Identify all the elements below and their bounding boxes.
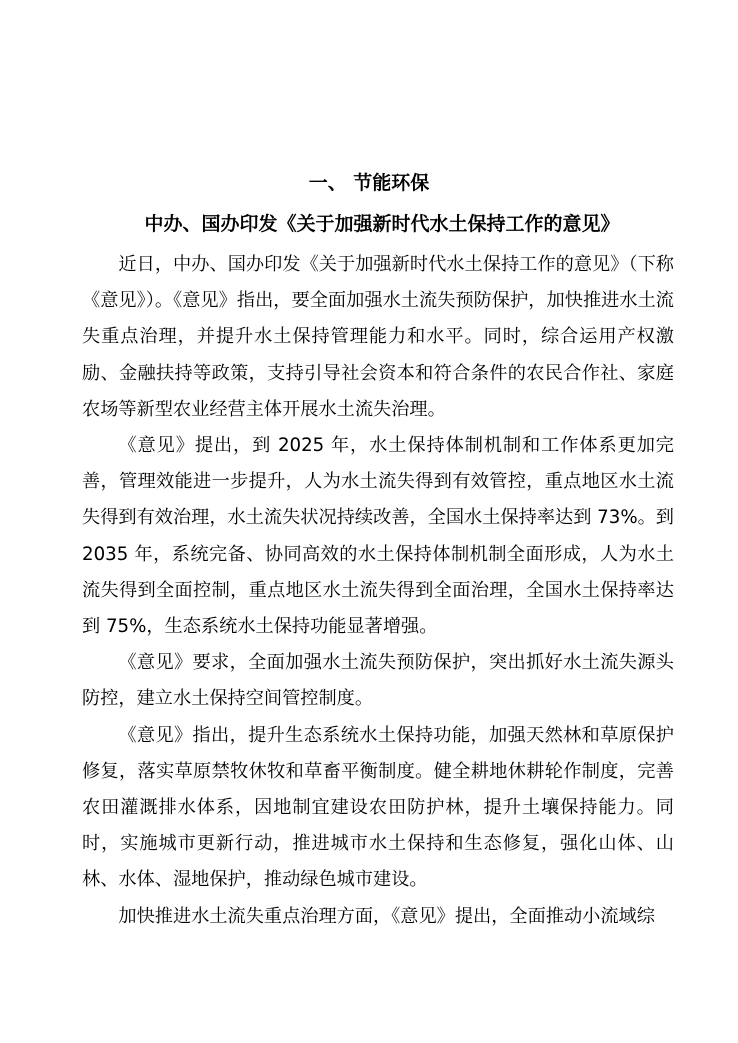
paragraph-2: 《意见》提出，到 2025 年，水土保持体制机制和工作体系更加完善，管理效能进一步提升，人为水土流失得到有效管控，重点地区水土流失得到有效治理，水土流失状况持续改善，全国水土保持率达到 73%。到 2035 年，系统完备、协同高效的水土保持体制机制全面形成，人为水土流失得到全面控制，重点地区水土流失得到全面治理，全国水土保持率达到 75%，生态系统水土保持功能显著增强。 [82, 435, 674, 638]
paragraph-5: 加快推进水土流失重点治理方面，《意见》提出，全面推动小流域综 [118, 905, 655, 927]
article-title: 中办、国办印发《关于加强新时代水土保持工作的意见》 [144, 213, 620, 235]
paragraph-1: 近日，中办、国办印发《关于加强新时代水土保持工作的意见》（下称《意见》）。《意见》指出，要全面加强水土流失预防保护，加快推进水土流失重点治理，并提升水土保持管理能力和水平。同时，综合运用产权激励、金融扶持等政策，支持引导社会资本和符合条件的农民合作社、家庭农场等新型农业经营主体开展水土流失治理。 [82, 254, 674, 420]
paragraph-4: 《意见》指出，提升生态系统水土保持功能，加强天然林和草原保护修复，落实草原禁牧休牧和草畜平衡制度。健全耕地休耕轮作制度，完善农田灌溉排水体系，因地制宜建设农田防护林，提升土壤保持能力。同时，实施城市更新行动，推进城市水土保持和生态修复，强化山体、山林、水体、湿地保护，推动绿色城市建设。 [82, 724, 674, 891]
paragraph-3: 《意见》要求，全面加强水土流失预防保护，突出抓好水土流失源头防控，建立水土保持空间管控制度。 [82, 652, 674, 710]
section-heading: 一、 节能环保 [308, 172, 430, 194]
article-body [82, 247, 674, 935]
